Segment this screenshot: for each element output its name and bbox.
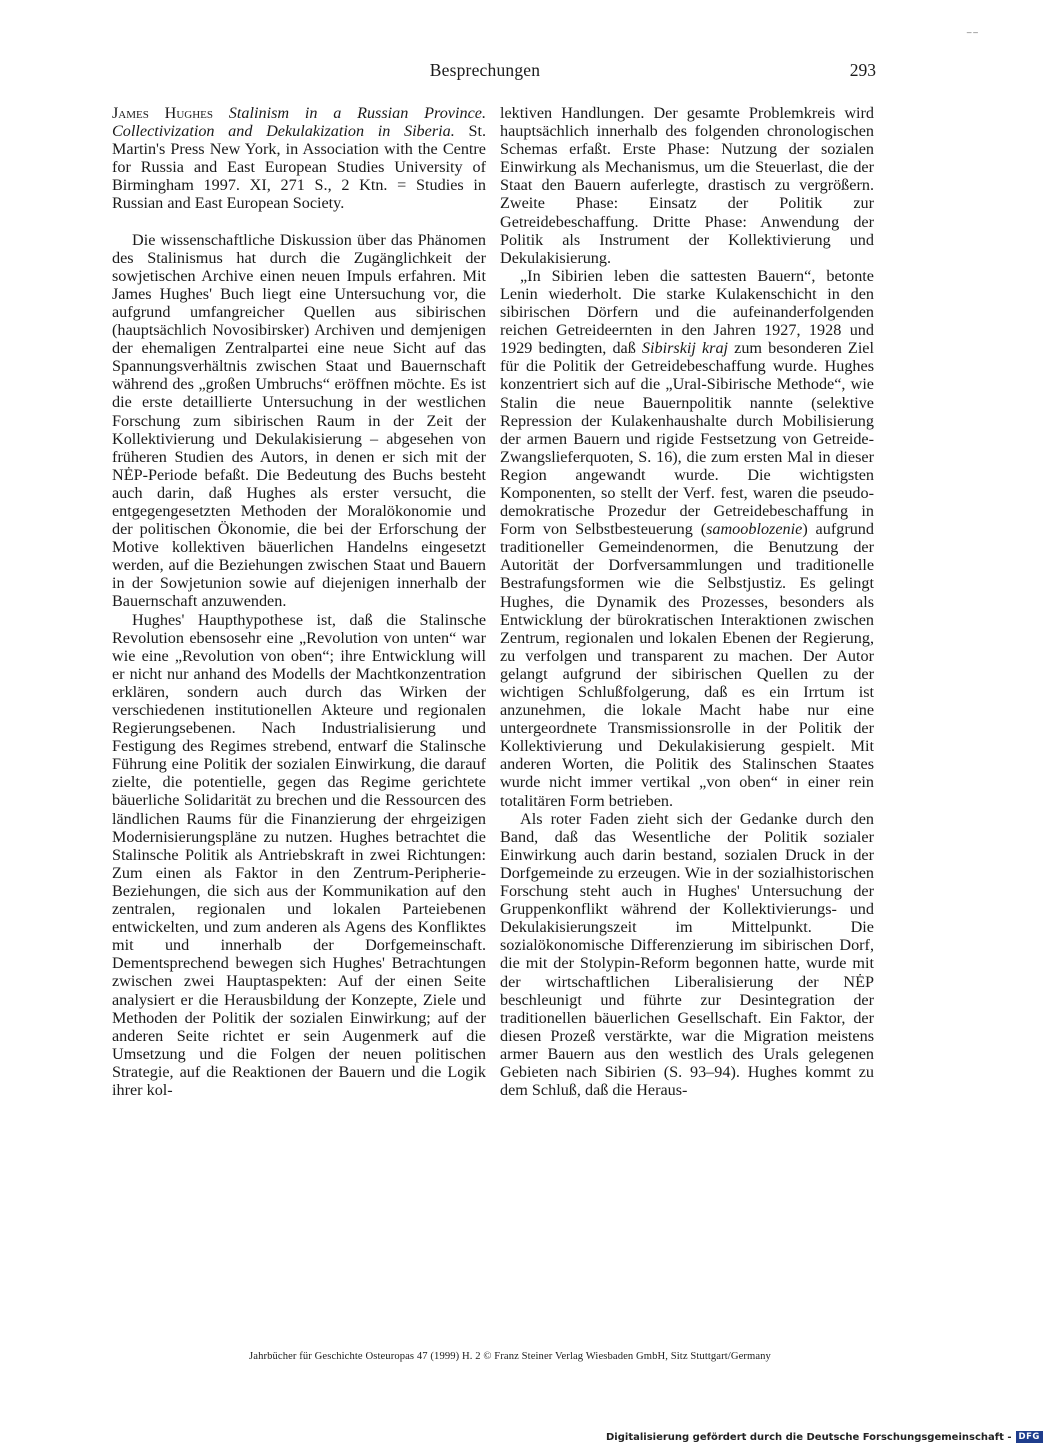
dfg-logo: DFG — [1016, 1431, 1043, 1443]
italic-term: Sibirskij kraj — [641, 339, 729, 358]
journal-citation-footer: Jahrbücher für Geschichte Osteuropas 47 (1999) H. 2 © Franz Steiner Verlag Wiesbaden GmbH, Sitz Stuttgart/Germany — [249, 1351, 771, 1362]
paragraph: Die wissenschaftliche Diskussion über das Phänomen des Stalinismus hat durch die Zugänglichkeit der sowjetischen Archive einen neuen Impuls erfahren. Mit James Hughes' Buch liegt eine Untersuchung vor, die aufgrund umfangreicher Quellen aus sibirischen (hauptsächlich Novosibirsker) Archiven und demjenigen der ehemaligen Zentralpartei eine neue Sicht auf das Spannungsverhältnis zwischen Staat und Bauernschaft während des „großen Umbruchs“ eröffnen möchte. Es ist die erste detaillierte Untersuchung in der westlichen Forschung zum sibirischen Raum in der Zeit der Kollektivierung und Dekulakisierung – abgesehen von früheren Studien des Autors, in denen er sich mit der NĖP-Periode befaßt. Die Bedeutung des Buchs besteht auch darin, daß Hughes als erster versucht, die entgegengesetzten Methoden der Moralökonomie und der politischen Ökonomie, die bei der Erforschung der Motive kollektiven bäuerlichen Handelns eingesetzt werden, auf die Beziehungen zwischen Staat und Bauern in der Sowjetunion sowie auf diejenigen innerhalb der Bauernschaft anzuwenden. — [112, 230, 486, 611]
book-title: Stalinism in a Russian Province. Collectivization and Dekulakization in Siberia. — [112, 104, 486, 141]
text-run: ) aufgrund traditioneller Gemeindenormen, die Benutzung der Autorität der Dorfversammlungen und traditionelle Bestrafungsformen wie die Selbstjustiz. Es gelingt Hughes, die Dynamik des Prozesses, besonders als Entwicklung der bürokratischen Interaktionen zwischen Zentrum, regionalen und lokalen Ebenen der Regierung, zu verfolgen und transparent zu machen. Der Autor gelangt aufgrund der sibirischen Quellen zu der wichtigen Schlußfolgerung, daß es ein Irrtum ist anzunehmen, die lokale Macht habe nur eine untergeordnete Transmissionsrolle in der Politik der Kollektivierung und Dekulakisierung gespielt. Mit anderen Worten, die Politik des Stalinschen Staates wurde nicht immer vertikal „von oben“ in einer rein totalitären Form betrieben. — [500, 520, 874, 810]
bibliographic-entry — [112, 104, 486, 213]
text-run: „In Sibirien leben die sattesten Bauern“, betonte Lenin wiederholt. Die starke Kulakenschicht in den sibirischen Dörfern und die aufeinanderfolgenden reichen Getreideernten in den Jahren 1927, 1928 und 1929 bedingten, daß — [500, 266, 874, 358]
funding-text: Digitalisierung gefördert durch die Deutsche Forschungsgemeinschaft - — [606, 1432, 1012, 1443]
paragraph — [500, 267, 874, 810]
running-header: Besprechungen — [429, 60, 541, 80]
paragraph: Hughes' Haupthypothese ist, daß die Stalinsche Revolution ebensosehr eine „Revolution von unten“ war wie eine „Revolution von oben“; ihre Entwicklung will er nicht nur anhand des Modells der Machtkonzentration erklären, sondern auch durch das Wirken der verschiedenen institutionellen Akteure und regionalen Regierungsebenen. Nach Industrialisierung und Festigung des Regimes strebend, entwarf die Stalinsche Führung eine Politik der sozialen Einwirkung, die darauf zielte, die potentielle, gegen das Regime gerichtete bäuerliche Solidarität zu brechen und die Ressourcen des ländlichen Raums für die Finanzierung der ehrgeizigen Modernisierungspläne zu nutzen. Hughes betrachtet die Stalinsche Politik als Antriebskraft in zwei Richtungen: Zum einen als Faktor in den Zentrum-Peripherie-Beziehungen, die sich aus der Kommunikation auf den zentralen, regionalen und lokalen Parteiebenen entwickelten, und zum anderen als Agens des Konfliktes mit und innerhalb der Dorfgemeinschaft. Dementsprechend bewegen sich Hughes' Betrachtungen zwischen zwei Hauptaspekten: Auf der einen Seite analysiert er die Herausbildung der Konzepte, Ziele und Methoden der Politik der sozialen Einwirkung; auf der anderen Seite richtet er sein Augenmerk auf die Umsetzung und die Folgen der neuen politischen Strategie, auf die Reaktionen der Bauern und die Logik ihrer kol- — [112, 610, 486, 1099]
publication-details: St. Martin's Press New York, in Association with the Centre for Russia and East European Studies University of Birmingham 1997. XI, 271 S., 2 Ktn. = Studies in Russian and East European Society. — [112, 122, 486, 213]
page-number: 293 — [849, 60, 876, 80]
paragraph: Als roter Faden zieht sich der Gedanke durch den Band, daß das Wesentliche der Politik sozialer Einwirkung auch darin bestand, sozialen Druck in der Dorfgemeinde zu erzeugen. Wie in der sozialhistorischen Forschung steht auch in Hughes' Untersuchung der Gruppenkonflikt während der Kollektivierungs- und Dekulakisierungszeit im Mittelpunkt. Die sozialökonomische Differenzierung im sibirischen Dorf, die mit der Stolypin-Reform begonnen hatte, wurde mit der wirtschaftlichen Liberalisierung der NĖP beschleunigt und führte zur Desintegration der traditionellen bäuerlichen Gesellschaft. Ein Faktor, der diesen Prozeß verstärkte, war die Migration meistens armer Bauern aus den westlich des Urals gelegenen Gebieten nach Sibirien (S. 93–94). Hughes kommt zu dem Schluß, daß die Heraus- — [500, 809, 874, 1100]
italic-term: samooblozenie — [706, 520, 803, 539]
text-run: zum besonderen Ziel für die Politik der Getreidebeschaffung wurde. Hughes konzentriert sich auf die „Ural-Sibirische Methode“, wie Stalin die neue Bauernpolitik nannte (selektive Repression der Kulakenhaushalte durch Mobilisierung der armen Bauern und rigide Festsetzung von Getreide-Zwangslieferquoten, S. 16), die zum ersten Mal in dieser Region angewandt wurde. Die wichtigsten Komponenten, so stellt der Verf. fest, waren die pseudo-demokratische Prozedur der Getreidebeschaffung in Form von Selbstbesteuerung ( — [500, 339, 874, 539]
left-column — [112, 104, 486, 1099]
funding-notice — [606, 1431, 1043, 1443]
scan-corner-mark: ⁻⁻ — [966, 28, 979, 42]
paragraph: lektiven Handlungen. Der gesamte Problemkreis wird hauptsächlich innerhalb des folgenden chronologischen Schemas erfaßt. Erste Phase: Nutzung der sozialen Einwirkung als Mechanismus, um die Steuerlast, die der Staat den Bauern auferlegte, drastisch zu vergrößern. Zweite Phase: Einsatz der Politik zur Getreidebeschaffung. Dritte Phase: Anwendung der Politik als Instrument der Kollektivierung und Dekulakisierung. — [500, 104, 874, 267]
author-last-name: Hughes — [164, 104, 214, 122]
right-column — [500, 104, 874, 1099]
author-first-name: James — [112, 104, 149, 122]
